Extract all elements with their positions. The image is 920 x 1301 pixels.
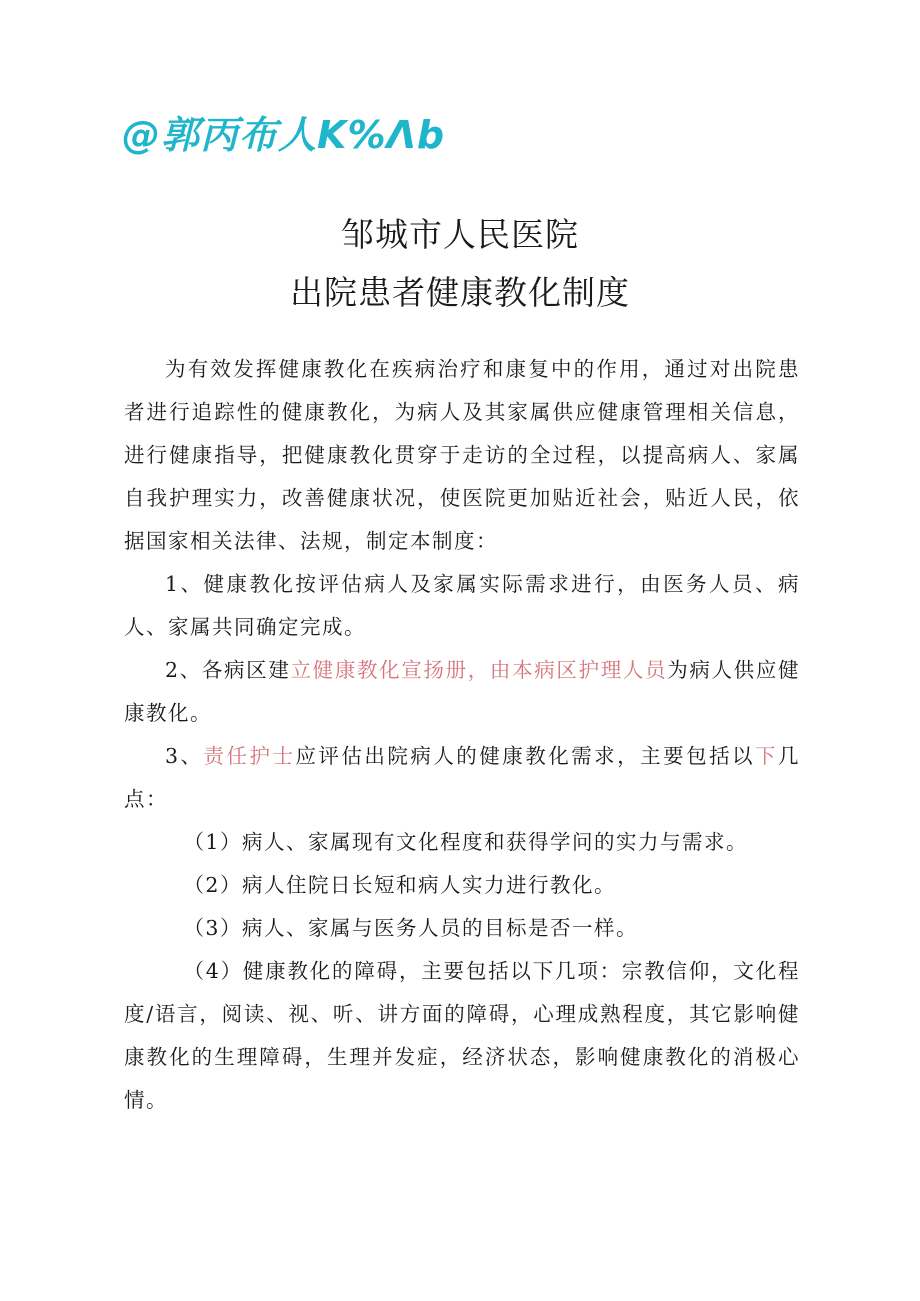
- item-3-highlight-a: 责任护士: [203, 744, 296, 768]
- intro-paragraph: 为有效发挥健康教化在疾病治疗和康复中的作用，通过对出院患者进行追踪性的健康教化，为病人及其家属供应健康管理相关信息，进行健康指导，把健康教化贯穿于走访的全过程，以提高病人、家属自我护理实力，改善健康状况，使医院更加贴近社会，贴近人民，依据国家相关法律、法规，制定本制度：: [124, 357, 800, 553]
- sub-item-3: （3）病人、家属与医务人员的目标是否一样。: [183, 916, 638, 940]
- item-2-paragraph: [124, 649, 800, 735]
- sub-item-2: （2）病人住院日长短和病人实力进行教化。: [183, 873, 616, 897]
- item-3-text-c: 几点：: [124, 744, 801, 811]
- item-2-text-a: 2、各病区建: [165, 658, 291, 682]
- item-1-paragraph: 1、健康教化按评估病人及家属实际需求进行，由医务人员、病人、家属共同确定完成。: [124, 572, 800, 639]
- sub-item-4: （4）健康教化的障碍，主要包括以下几项：宗教信仰，文化程度/语言，阅读、视、听、讲方面的障碍，心理成熟程度，其它影响健康教化的生理障碍，生理并发症，经济状态，影响健康教化的消极心情。: [124, 959, 800, 1112]
- item-2-highlight: 立健康教化宣扬册，由本病区护理人员: [290, 658, 668, 682]
- item-3-highlight-b: 下: [755, 744, 779, 768]
- item-3-text-a: 3、: [165, 744, 204, 768]
- document-title: [0, 206, 920, 322]
- document-body: [124, 348, 800, 1122]
- item-3-paragraph: [124, 735, 800, 821]
- item-2-text-b: 为病人供应健康教化。: [124, 658, 800, 725]
- watermark-logo: @郭丙布人K%Λb: [122, 113, 446, 157]
- sub-item-1: （1）病人、家属现有文化程度和获得学问的实力与需求。: [183, 830, 748, 854]
- item-3-text-b: 应评估出院病人的健康教化需求，主要包括以: [295, 744, 756, 768]
- title-line-policy: 出院患者健康教化制度: [290, 273, 630, 312]
- title-line-hospital: 邹城市人民医院: [341, 215, 579, 254]
